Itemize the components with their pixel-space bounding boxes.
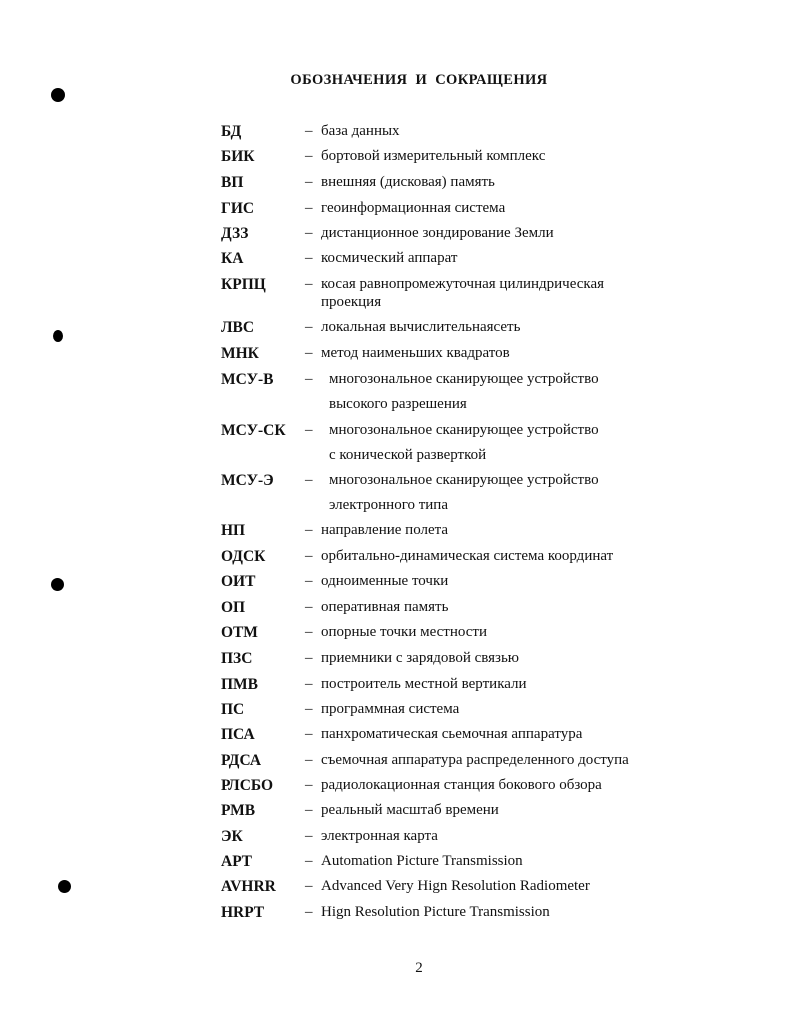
definition: построитель местной вертикали <box>321 676 527 692</box>
abbreviation: ГИС <box>221 200 255 217</box>
abbreviation: ОП <box>221 599 246 616</box>
definition: одноименные точки <box>321 573 449 589</box>
abbreviation-entry <box>221 371 681 417</box>
dash: – <box>305 573 313 589</box>
definition: косая равнопромежуточная цилиндрическая <box>321 276 605 292</box>
abbreviation: AVHRR <box>221 878 276 895</box>
dash: – <box>305 422 313 438</box>
dash: – <box>305 777 313 793</box>
abbreviation-entry <box>221 904 681 926</box>
abbreviation: БД <box>221 123 242 140</box>
abbreviation-entry <box>221 624 681 646</box>
abbreviation-entry <box>221 878 681 900</box>
definition: геоинформационная система <box>321 200 506 216</box>
dash: – <box>305 472 313 488</box>
page-title: ОБОЗНАЧЕНИЯ И СОКРАЩЕНИЯ <box>290 72 548 88</box>
dash: – <box>305 828 313 844</box>
abbreviation-entry <box>221 548 681 570</box>
abbreviation-entry <box>221 123 681 145</box>
abbreviation: ЛВС <box>221 319 255 336</box>
definition: метод наименьших квадратов <box>321 345 510 361</box>
abbreviation-entry <box>221 276 681 316</box>
punch-hole-mark <box>58 880 71 893</box>
dash: – <box>305 624 313 640</box>
dash: – <box>305 371 313 387</box>
definition: радиолокационная станция бокового обзора <box>321 777 602 793</box>
abbreviation-entry <box>221 701 681 723</box>
definition-continuation: с конической разверткой <box>329 447 487 463</box>
definition: направление полета <box>321 522 449 538</box>
abbreviation: ЭК <box>221 828 243 845</box>
abbreviation: МНК <box>221 345 259 362</box>
abbreviation-entry <box>221 650 681 672</box>
punch-hole-mark <box>51 578 64 591</box>
punch-hole-mark <box>51 88 65 102</box>
abbreviation-entry <box>221 828 681 850</box>
abbreviation: ОТМ <box>221 624 258 641</box>
definition: Hign Resolution Picture Transmission <box>321 904 550 920</box>
abbreviation: ПСА <box>221 726 255 743</box>
abbreviation-entry <box>221 148 681 170</box>
definition: панхроматическая сьемочная аппаратура <box>321 726 583 742</box>
dash: – <box>305 701 313 717</box>
definition: приемники с зарядовой связью <box>321 650 520 666</box>
dash: – <box>305 904 313 920</box>
definition: внешняя (дисковая) память <box>321 174 495 190</box>
definition: космический аппарат <box>321 250 458 266</box>
abbreviation-entry <box>221 472 681 518</box>
definition-continuation: проекция <box>321 294 382 310</box>
dash: – <box>305 726 313 742</box>
punch-hole-mark <box>53 330 63 342</box>
abbreviation-entry <box>221 250 681 272</box>
abbreviation: ОИТ <box>221 573 256 590</box>
abbreviation-entry <box>221 752 681 774</box>
abbreviation-entry <box>221 319 681 341</box>
abbreviation: ПЗС <box>221 650 253 667</box>
abbreviation-entry <box>221 174 681 196</box>
abbreviation: ОДСК <box>221 548 266 565</box>
definition: реальный масштаб времени <box>321 802 499 818</box>
definition-continuation: электронного типа <box>329 497 448 513</box>
definition: локальная вычислительнаясеть <box>321 319 521 335</box>
dash: – <box>305 878 313 894</box>
dash: – <box>305 174 313 190</box>
dash: – <box>305 802 313 818</box>
dash: – <box>305 123 313 139</box>
definition: Advanced Very Hign Resolution Radiometer <box>321 878 590 894</box>
dash: – <box>305 200 313 216</box>
abbreviation-entry <box>221 522 681 544</box>
dash: – <box>305 250 313 266</box>
dash: – <box>305 650 313 666</box>
dash: – <box>305 225 313 241</box>
definition: электронная карта <box>321 828 438 844</box>
abbreviation-entry <box>221 573 681 595</box>
abbreviation: КА <box>221 250 244 267</box>
dash: – <box>305 148 313 164</box>
abbreviation: НП <box>221 522 246 539</box>
dash: – <box>305 345 313 361</box>
definition: многозональное сканирующее устройство <box>329 472 599 488</box>
dash: – <box>305 522 313 538</box>
abbreviation-entry <box>221 853 681 875</box>
definition: съемочная аппаратура распределенного доступа <box>321 752 629 768</box>
abbreviation-entry <box>221 777 681 799</box>
dash: – <box>305 676 313 692</box>
abbreviation: ДЗЗ <box>221 225 249 242</box>
abbreviation-entry <box>221 802 681 824</box>
definition: дистанционное зондирование Земли <box>321 225 554 241</box>
definition: опорные точки местности <box>321 624 487 640</box>
dash: – <box>305 276 313 292</box>
abbreviation: БИК <box>221 148 255 165</box>
abbreviation-entry <box>221 726 681 748</box>
definition: программная система <box>321 701 460 717</box>
abbreviation: HRPT <box>221 904 265 921</box>
definition: многозональное сканирующее устройство <box>329 371 599 387</box>
definition: оперативная память <box>321 599 449 615</box>
abbreviation: ВП <box>221 174 244 191</box>
dash: – <box>305 599 313 615</box>
abbreviation: КРПЦ <box>221 276 266 293</box>
definition: орбитально-динамическая система координат <box>321 548 614 564</box>
abbreviation-entry <box>221 422 681 468</box>
abbreviation-entry <box>221 345 681 367</box>
abbreviation-entry <box>221 200 681 222</box>
definition: Automation Picture Transmission <box>321 853 523 869</box>
abbreviation: МСУ-В <box>221 371 274 388</box>
abbreviation-entry <box>221 676 681 698</box>
abbreviation: APT <box>221 853 252 870</box>
abbreviation: МСУ-СК <box>221 422 286 439</box>
dash: – <box>305 853 313 869</box>
definition-continuation: высокого разрешения <box>329 396 467 412</box>
definition: многозональное сканирующее устройство <box>329 422 599 438</box>
page-number: 2 <box>415 960 423 976</box>
abbreviation: МСУ-Э <box>221 472 274 489</box>
definition: бортовой измерительный комплекс <box>321 148 546 164</box>
dash: – <box>305 752 313 768</box>
dash: – <box>305 319 313 335</box>
abbreviation-entry <box>221 599 681 621</box>
abbreviation: РМВ <box>221 802 256 819</box>
abbreviation: ПМВ <box>221 676 259 693</box>
abbreviation-entry <box>221 225 681 247</box>
abbreviation: РДСА <box>221 752 262 769</box>
abbreviation: РЛСБО <box>221 777 274 794</box>
definition: база данных <box>321 123 400 139</box>
abbreviation: ПС <box>221 701 245 718</box>
dash: – <box>305 548 313 564</box>
